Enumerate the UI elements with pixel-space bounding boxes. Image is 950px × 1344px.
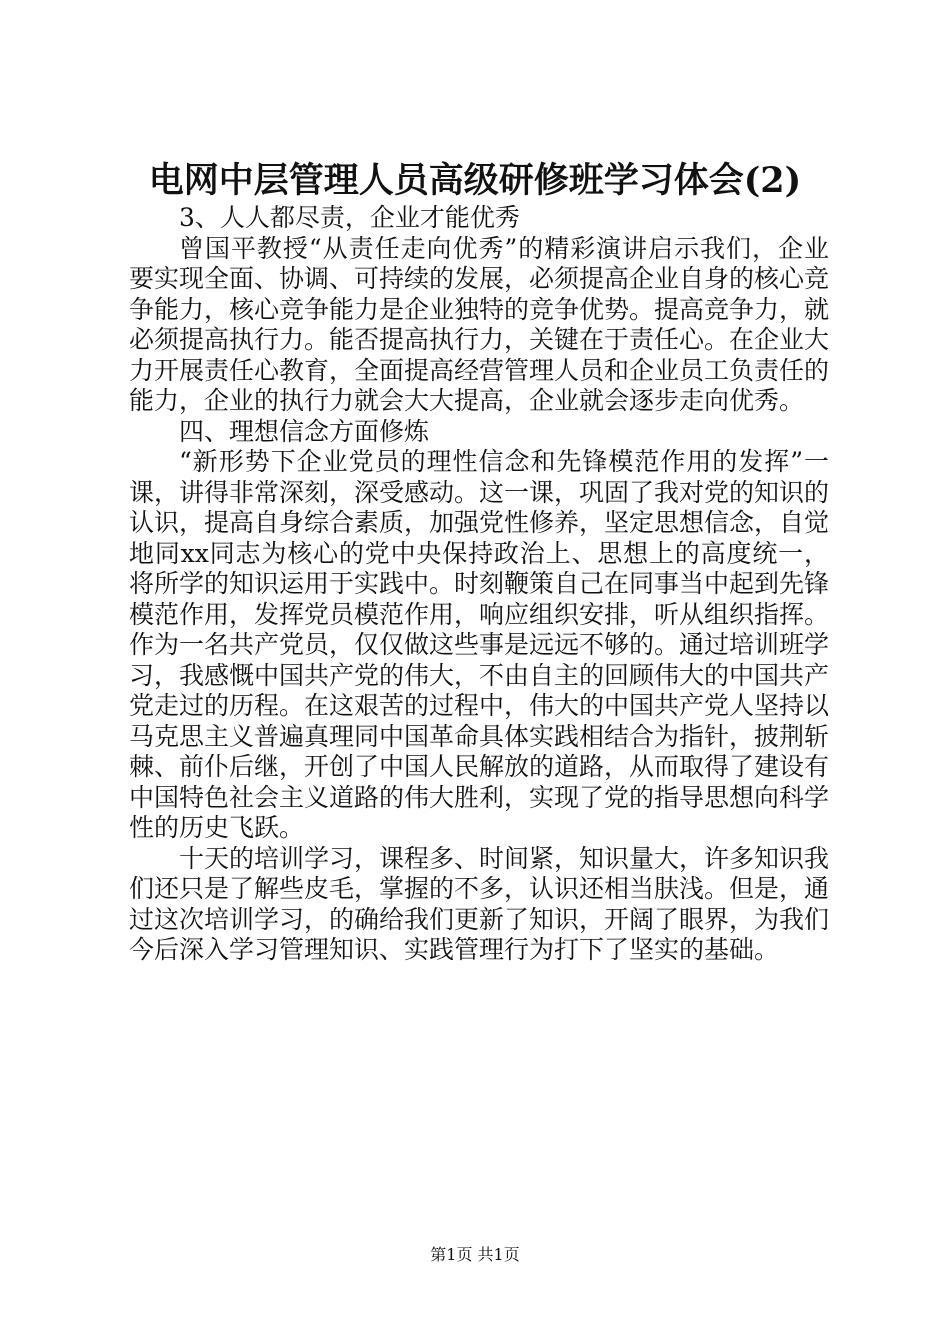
document-title: 电网中层管理人员高级研修班学习体会(2) <box>148 160 802 201</box>
body-paragraph-ideals: “新形势下企业党员的理性信念和先锋模范作用的发挥”一课，讲得非常深刻，深受感动。这一课，巩固了我对党的知识的认识，提高自身综合素质，加强党性修养，坚定思想信念，自觉地同xx同志为核心的党中央保持政治上、思想上的高度统一，将所学的知识运用于实践中。时刻鞭策自己在同事当中起到先锋模范作用，发挥党员模范作用，响应组织安排，听从组织指挥。作为一名共产党员，仅仅做这些事是远远不够的。通过培训班学习，我感慨中国共产党的伟大，不由自主的回顾伟大的中国共产党走过的历程。在这艰苦的过程中，伟大的中国共产党人坚持以马克思主义普遍真理同中国革命具体实践相结合为指针，披荆斩棘、前仆后继，开创了中国人民解放的道路，从而取得了建设有中国特色社会主义道路的伟大胜利，实现了党的指导思想向科学性的历史飞跃。 <box>129 447 830 842</box>
page-number: 第1页 共1页 <box>430 1245 520 1264</box>
body-paragraph-summary: 十天的培训学习，课程多、时间紧，知识量大，许多知识我们还只是了解些皮毛，掌握的不多，认识还相当肤浅。但是，通过这次培训学习，的确给我们更新了知识，开阔了眼界，为我们今后深入学习管理知识、实践管理行为打下了坚实的基础。 <box>129 843 830 964</box>
section-heading-ideals: 四、理想信念方面修炼 <box>179 416 430 446</box>
body-paragraph-responsibility: 曾国平教授“从责任走向优秀”的精彩演讲启示我们，企业要实现全面、协调、可持续的发展，必须提高企业自身的核心竞争能力，核心竞争能力是企业独特的竞争优势。提高竞争力，就必须提高执行力。能否提高执行力，关键在于责任心。在企业大力开展责任心教育，全面提高经营管理人员和企业员工负责任的能力，企业的执行力就会大大提高，企业就会逐步走向优秀。 <box>129 233 830 415</box>
section-heading-responsibility: 3、人人都尽责，企业才能优秀 <box>179 203 520 232</box>
document-body <box>129 203 829 966</box>
